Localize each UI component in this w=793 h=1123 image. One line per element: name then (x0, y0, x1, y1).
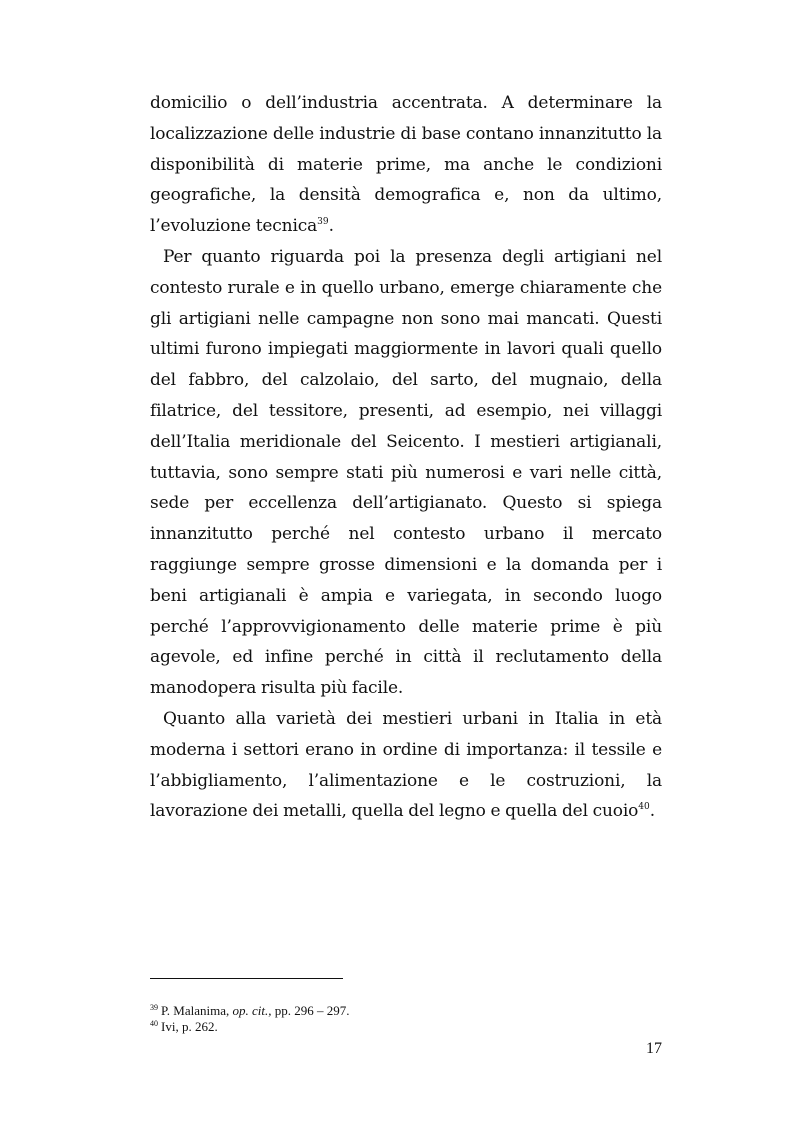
paragraph-3 (150, 704, 662, 827)
paragraph-1-end: . (328, 216, 334, 237)
footnote-author: P. Malanima, (161, 1003, 230, 1018)
footnote-number: 39 (150, 1003, 158, 1012)
footnote-work: op. cit., (232, 1003, 272, 1018)
footnotes (150, 1003, 662, 1035)
paragraph-1-text: domicilio o dell’industria accentrata. A determinare la localizzazione delle industrie di base contano innanzitutto la disponibilità di materie prime, ma anche le condizioni geografiche, la densità demografica e, non da ultimo, l’evoluzione tecnica (150, 93, 662, 237)
paragraph-3-text: Quanto alla varietà dei mestieri urbani in Italia in età moderna i settori erano in ordine di importanza: il tessile e l’abbigliamento, l’alimentazione e le costruzioni, la lavorazione dei metalli, quella del legno e quella del cuoio (150, 708, 662, 822)
footnote-ref-39[interactable]: 39 (317, 217, 329, 228)
main-text (150, 88, 662, 827)
page-number: 17 (646, 1040, 662, 1057)
footnote-39 (150, 1003, 662, 1019)
footnote-ref-40[interactable]: 40 (638, 802, 650, 813)
paragraph-3-end: . (649, 801, 655, 822)
paragraph-1 (150, 88, 662, 242)
footnote-separator (150, 978, 343, 979)
footnote-pages: pp. 296 – 297. (274, 1003, 350, 1018)
footnote-40 (150, 1019, 662, 1035)
footnote-text: Ivi, p. 262. (161, 1019, 218, 1034)
paragraph-2: Per quanto riguarda poi la presenza degli artigiani nel contesto rurale e in quello urbano, emerge chiaramente che gli artigiani nelle campagne non sono mai mancati. Questi ultimi furono impiegati maggiormente in lavori quali quello del fabbro, del calzolaio, del sarto, del mugnaio, della filatrice, del tessitore, presenti, ad esempio, nei villaggi dell’Italia meridionale del Seicento. I mestieri artigianali, tuttavia, sono sempre stati più numerosi e vari nelle città, sede per eccellenza dell’artigianato. Questo si spiega innanzitutto perché nel contesto urbano il mercato raggiunge sempre grosse dimensioni e la domanda per i beni artigianali è ampia e variegata, in secondo luogo perché l’approvvigionamento delle materie prime è più agevole, ed infine perché in città il reclutamento della manodopera risulta più facile. (150, 246, 662, 699)
footnote-number: 40 (150, 1019, 158, 1028)
